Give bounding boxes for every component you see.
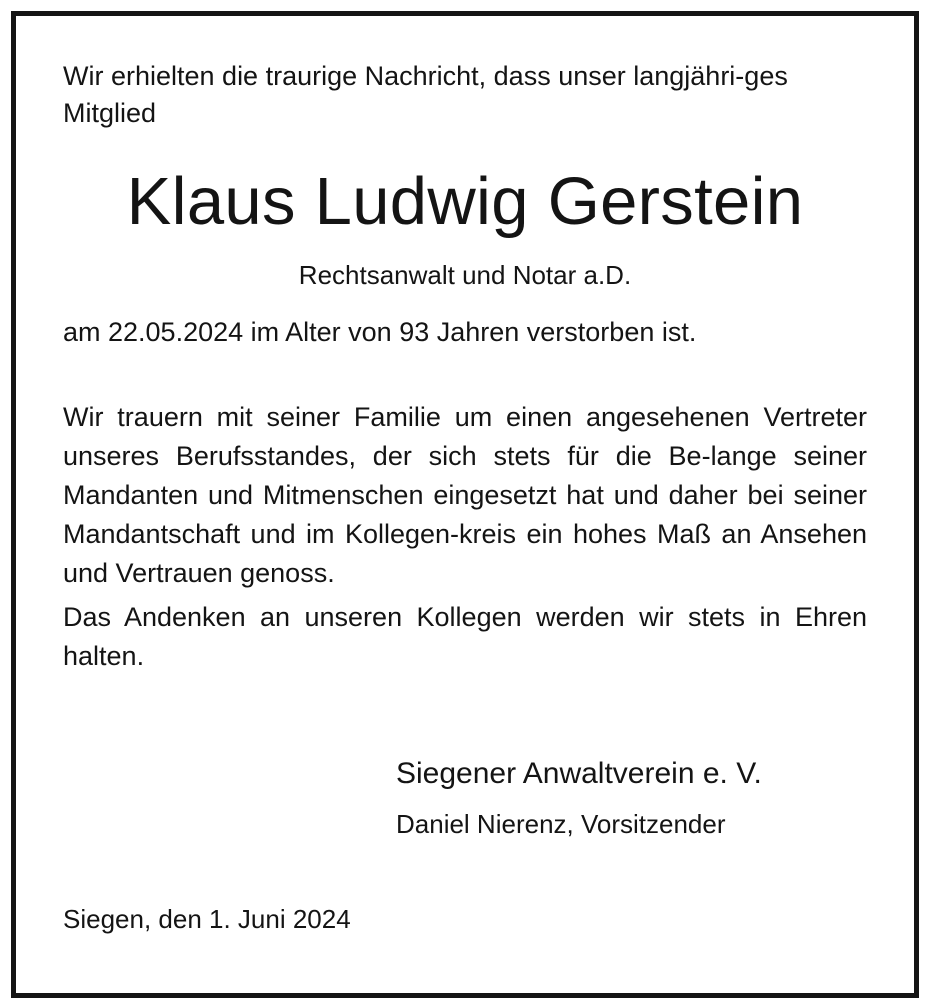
death-statement: am 22.05.2024 im Alter von 93 Jahren verstorben ist. <box>63 317 697 347</box>
deceased-name: Klaus Ludwig Gerstein <box>126 164 804 239</box>
intro-text: Wir erhielten die traurige Nachricht, dass unser langjähri-ges Mitglied <box>63 61 788 128</box>
organization-name: Siegener Anwaltverein e. V. <box>396 757 762 790</box>
profession-text: Rechtsanwalt und Notar a.D. <box>298 260 632 290</box>
place-and-date: Siegen, den 1. Juni 2024 <box>63 904 351 934</box>
memory-paragraph: Das Andenken an unseren Kollegen werden wir stets in Ehren halten. <box>63 602 867 671</box>
mourning-paragraph: Wir trauern mit seiner Familie um einen angesehenen Vertreter unseres Berufsstandes, der sich stets für die Be-lange seiner Mandanten und Mitmenschen eingesetzt hat und daher bei seiner Mandantschaft und im Kollegen-kreis ein hohes Maß an Ansehen und Vertrauen genoss. <box>63 402 867 588</box>
representative-signature: Daniel Nierenz, Vorsitzender <box>396 809 726 839</box>
